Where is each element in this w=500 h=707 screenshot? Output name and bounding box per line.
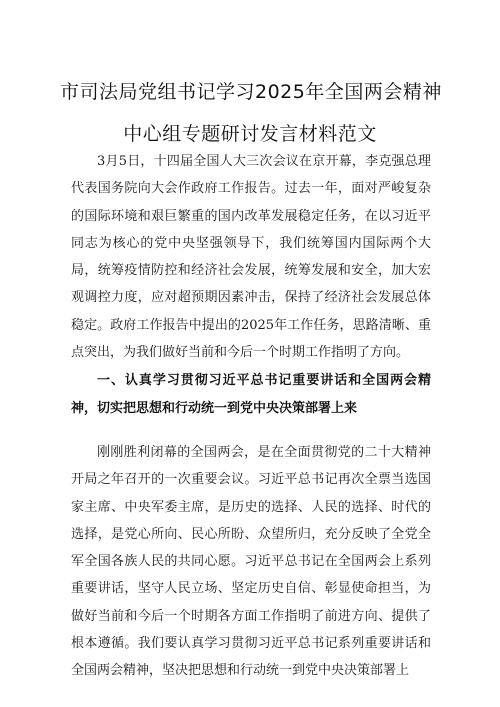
body-paragraph-2: 刚刚胜利闭幕的全国两会，是在全面贯彻党的二十大精神开局之年召开的一次重要会议。习近平总书记再次全票当选国家主席、中央军委主席，是历史的选择、人民的选择、时代的选择，是党心所向、民心所盼、众望所归，充分反映了全党全军全国各族人民的共同心愿。习近平总书记在全国两会上系列重要讲话，坚守人民立场、坚定历史自信、彰显使命担当，为做好当前和今后一个时期各方面工作指明了前进方向、提供了根本遵循。我们要认真学习贯彻习近平总书记系列重要讲话和全国两会精神，坚决把思想和行动统一到党中央决策部署上 [71, 445, 431, 679]
document-title-line-2: 中心组专题研讨发言材料范文 [123, 123, 377, 145]
document-title-line-1: 市司法局党组书记学习2025年全国两会精神 [60, 81, 442, 103]
section-heading-1: 一、认真学习贯彻习近平总书记重要讲话和全国两会精神，切实把思想和行动统一到党中央决策部署上来 [71, 373, 431, 416]
body-paragraph-1: 3月5日，十四届全国人大三次会议在京开幕，李克强总理代表国务院向大会作政府工作报告。过去一年，面对严峻复杂的国际环境和艰巨繁重的国内改革发展稳定任务，在以习近平同志为核心的党中央坚强领导下，我们统筹国内国际两个大局，统筹疫情防控和经济社会发展，统筹发展和安全，加大宏观调控力度，应对超预期因素冲击，保持了经济社会发展总体稳定。政府工作报告中提出的2025年工作任务，思路清晰、重点突出，为我们做好当前和今后一个时期工作指明了方向。 [71, 154, 431, 361]
